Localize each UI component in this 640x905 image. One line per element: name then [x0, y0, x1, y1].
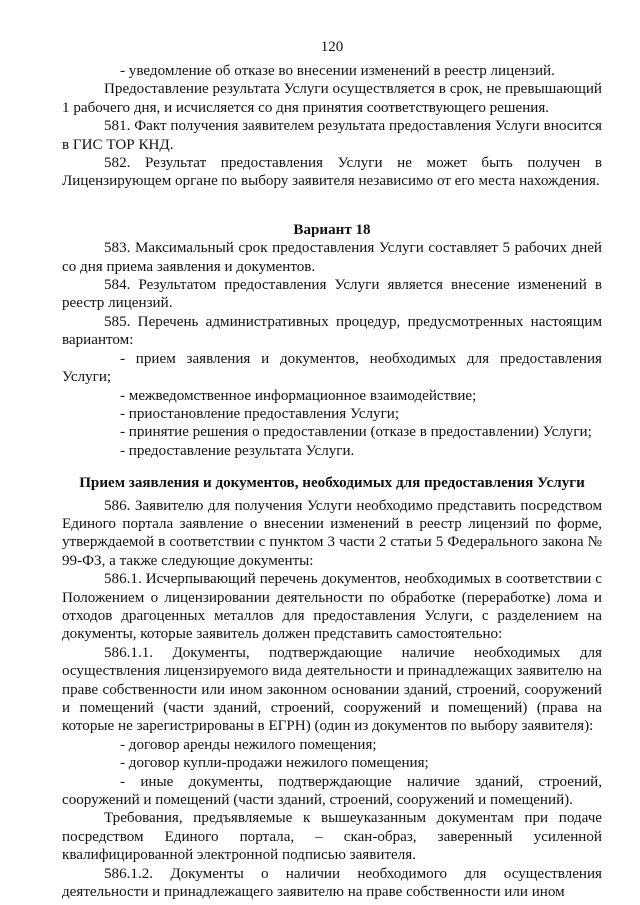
- list-item: - принятие решения о предоставлении (отказе в предоставлении) Услуги;: [120, 424, 592, 441]
- paragraph: 584. Результатом предоставления Услуги является внесение изменений в реестр лицензий.: [62, 277, 602, 312]
- paragraph: Требования, предъявляемые к вышеуказанным документам при подаче посредством Единого портала, – скан-образ, заверенный усиленной квалифицированной электронной подписью заявителя.: [62, 810, 602, 864]
- paragraph: 586.1.2. Документы о наличии необходимого для осуществления деятельности и принадлежащего заявителю на праве собственности или ином: [62, 865, 602, 901]
- list-item: - прием заявления и документов, необходимых для предоставления Услуги;: [62, 350, 602, 386]
- paragraph: 583. Максимальный срок предоставления Услуги составляет 5 рабочих дней со дня приема заявления и документов.: [62, 240, 602, 275]
- section-heading: Вариант 18: [293, 221, 371, 238]
- page-number: 120: [320, 39, 344, 55]
- list-item: - иные документы, подтверждающие наличие зданий, строений, сооружений и помещений (части зданий, строений, сооружений и помещений).: [62, 773, 602, 809]
- paragraph: 586.1.1. Документы, подтверждающие наличие необходимых для осуществления лицензируемого вида деятельности и принадлежащих заявителю на праве собственности или ином законном основании зданий, строений, сооружений и помещений (части зданий, строений, сооружений и помещений) (права на которые не зарегистрированы в ЕГРН) (один из документов по выбору заявителя):: [62, 644, 602, 735]
- list-item: - межведомственное информационное взаимодействие;: [120, 387, 477, 404]
- list-item: - уведомление об отказе во внесении изменений в реестр лицензий.: [120, 63, 555, 79]
- subsection-heading: Прием заявления и документов, необходимых для предоставления Услуги: [79, 475, 585, 492]
- paragraph: 582. Результат предоставления Услуги не может быть получен в Лицензирующем органе по выбору заявителя независимо от его места нахождения.: [62, 155, 602, 190]
- list-item: - предоставление результата Услуги.: [120, 442, 355, 459]
- paragraph: 586.1. Исчерпывающий перечень документов, необходимых в соответствии с Положением о лицензировании деятельности по обработке (переработке) лома и отходов драгоценных металлов для предоставления Услуги, с разделением на документы, которые заявитель должен представить самостоятельно:: [62, 571, 602, 643]
- list-item: - договор купли-продажи нежилого помещения;: [120, 755, 429, 772]
- list-item: - договор аренды нежилого помещения;: [120, 736, 377, 753]
- paragraph: Предоставление результата Услуги осуществляется в срок, не превышающий 1 рабочего дня, и исчисляется со дня принятия соответствующего решения.: [62, 81, 602, 116]
- paragraph: 586. Заявителю для получения Услуги необходимо представить посредством Единого портала заявление о внесении изменений в реестр лицензий по форме, утверждаемой в соответствии с пунктом 3 части 2 статьи 5 Федерального закона № 99-ФЗ, а также следующие документы:: [62, 497, 602, 569]
- paragraph: 581. Факт получения заявителем результата предоставления Услуги вносится в ГИС ТОР КНД.: [62, 118, 602, 153]
- list-item: - приостановление предоставления Услуги;: [120, 405, 400, 422]
- paragraph: 585. Перечень административных процедур, предусмотренных настоящим вариантом:: [62, 313, 602, 349]
